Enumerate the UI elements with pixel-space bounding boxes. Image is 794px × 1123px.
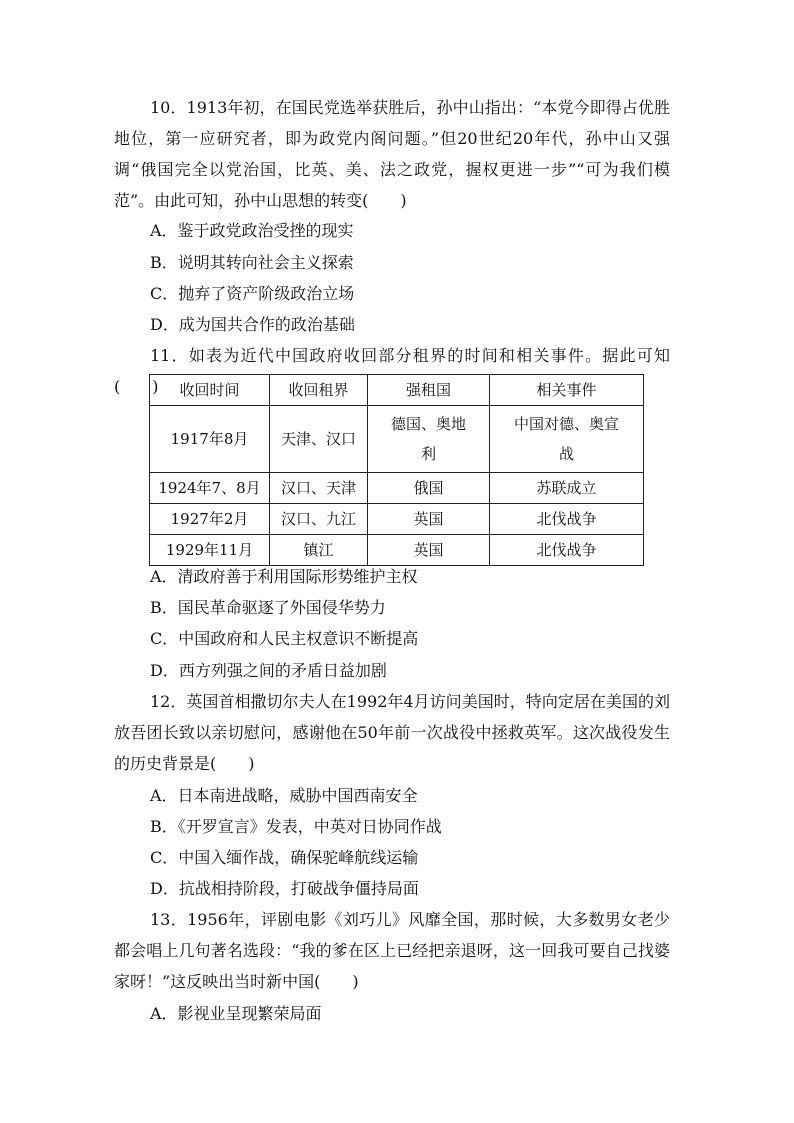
table-row [150, 406, 644, 473]
table-cell: 英国 [368, 535, 490, 566]
table-cell: 1929年11月 [150, 535, 270, 566]
question-10-option-d: D．成为国共合作的政治基础 [150, 315, 355, 334]
table-cell: 汉口、九江 [270, 504, 368, 535]
question-12-option-b: B．《开罗宣言》发表，中英对日协同作战 [150, 817, 442, 836]
question-10-option-a: A．鉴于政党政治受挫的现实 [150, 221, 354, 240]
table-cell: 1917年8月 [150, 406, 270, 473]
question-11-option-d: D．西方列强之间的矛盾日益加剧 [150, 661, 387, 680]
question-11-option-a: A．清政府善于利用国际形势维护主权 [150, 567, 418, 586]
table-row [150, 473, 644, 504]
table-header-cell: 强租国 [368, 375, 490, 406]
table-row [150, 504, 644, 535]
question-11-option-c: C．中国政府和人民主权意识不断提高 [150, 629, 419, 648]
question-13-option-a: A．影视业呈现繁荣局面 [150, 1004, 322, 1023]
table-row [150, 535, 644, 566]
table-cell: 汉口、天津 [270, 473, 368, 504]
table-cell: 北伐战争 [490, 504, 644, 535]
question-12-option-a: A．日本南进战略，威胁中国西南安全 [150, 786, 418, 805]
question-12-stem: 12．英国首相撒切尔夫人在1992年4月访问美国时，特向定居在美国的刘放吾团长致以亲切慰问，感谢他在50年前一次战役中拯救英军。这次战役发生的历史背景是( ) [114, 692, 670, 773]
table-cell: 北伐战争 [490, 535, 644, 566]
table-cell: 天津、汉口 [270, 406, 368, 473]
table-cell: 中国对德、奥宣战 [490, 406, 644, 473]
table-header-row [150, 375, 644, 406]
concession-table [149, 374, 644, 566]
table-header-cell: 收回时间 [150, 375, 270, 406]
question-12-option-d: D．抗战相持阶段，打破战争僵持局面 [150, 879, 419, 898]
table-cell: 1924年7、8月 [150, 473, 270, 504]
question-10-option-c: C．抛弃了资产阶级政治立场 [150, 284, 355, 303]
question-12-option-c: C．中国入缅作战，确保驼峰航线运输 [150, 848, 419, 867]
question-11-stem: 11．如表为近代中国政府收回部分租界的时间和相关事件。据此可知( ) [114, 346, 670, 396]
table-header-cell: 收回租界 [270, 375, 368, 406]
table-header-cell: 相关事件 [490, 375, 644, 406]
table-cell: 英国 [368, 504, 490, 535]
question-10-option-b: B．说明其转向社会主义探索 [150, 253, 354, 272]
table-cell: 德国、奥地利 [368, 406, 490, 473]
table-cell: 俄国 [368, 473, 490, 504]
question-13-stem: 13．1956年，评剧电影《刘巧儿》风靡全国，那时候，大多数男女老少都会唱上几句著名选段：“我的爹在区上已经把亲退呀，这一回我可要自己找婆家呀！”这反映出当时新中国( ) [114, 910, 670, 991]
table-cell: 苏联成立 [490, 473, 644, 504]
table-cell: 镇江 [270, 535, 368, 566]
table-cell: 1927年2月 [150, 504, 270, 535]
question-11-option-b: B．国民革命驱逐了外国侵华势力 [150, 598, 386, 617]
question-10-stem: 10．1913年初，在国民党选举获胜后，孙中山指出：“本党今即得占优胜地位，第一应研究者，即为政党内阁问题。”但20世纪20年代，孙中山又强调“俄国完全以党治国，比英、美、法之政党，握权更进一步”“可为我们模范”。由此可知，孙中山思想的转变( ) [114, 98, 670, 210]
